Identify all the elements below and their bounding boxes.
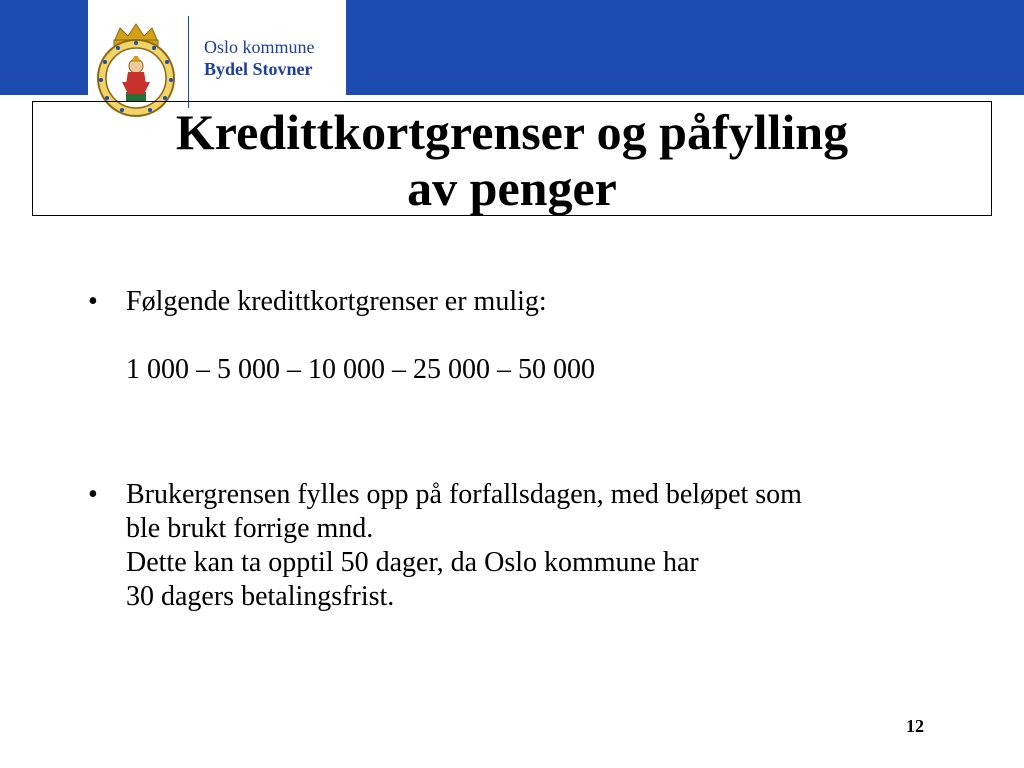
bullet-item-1: [88, 285, 595, 387]
org-line-2: Bydel Stovner: [204, 59, 313, 79]
bullet-1-line-1: Følgende kredittkortgrenser er mulig:: [126, 286, 547, 317]
org-line-1: Oslo kommune: [204, 37, 315, 57]
bullet-2-line-3: Dette kan ta opptil 50 dager, da Oslo kommune har: [126, 547, 699, 578]
bullet-1-line-3: 1 000 – 5 000 – 10 000 – 25 000 – 50 000: [126, 354, 595, 385]
bullet-2-line-1: Brukergrensen fylles opp på forfallsdagen, med beløpet som: [126, 479, 802, 510]
title-line-2: av penger: [407, 160, 617, 216]
bullet-1-line-2: [126, 319, 595, 353]
bullet-dot-icon: •: [88, 286, 98, 317]
bullet-2-line-4: 30 dagers betalingsfrist.: [126, 581, 395, 612]
slide-title: [0, 104, 1024, 216]
title-line-1: Kredittkortgrenser og påfylling: [175, 104, 849, 160]
page-number: 12: [906, 716, 924, 736]
header-divider: [188, 16, 189, 108]
org-name: [204, 36, 315, 80]
bullet-dot-icon: •: [88, 479, 98, 510]
bullet-item-2: [88, 478, 802, 614]
bullet-2-line-2: ble brukt forrige mnd.: [126, 513, 374, 544]
